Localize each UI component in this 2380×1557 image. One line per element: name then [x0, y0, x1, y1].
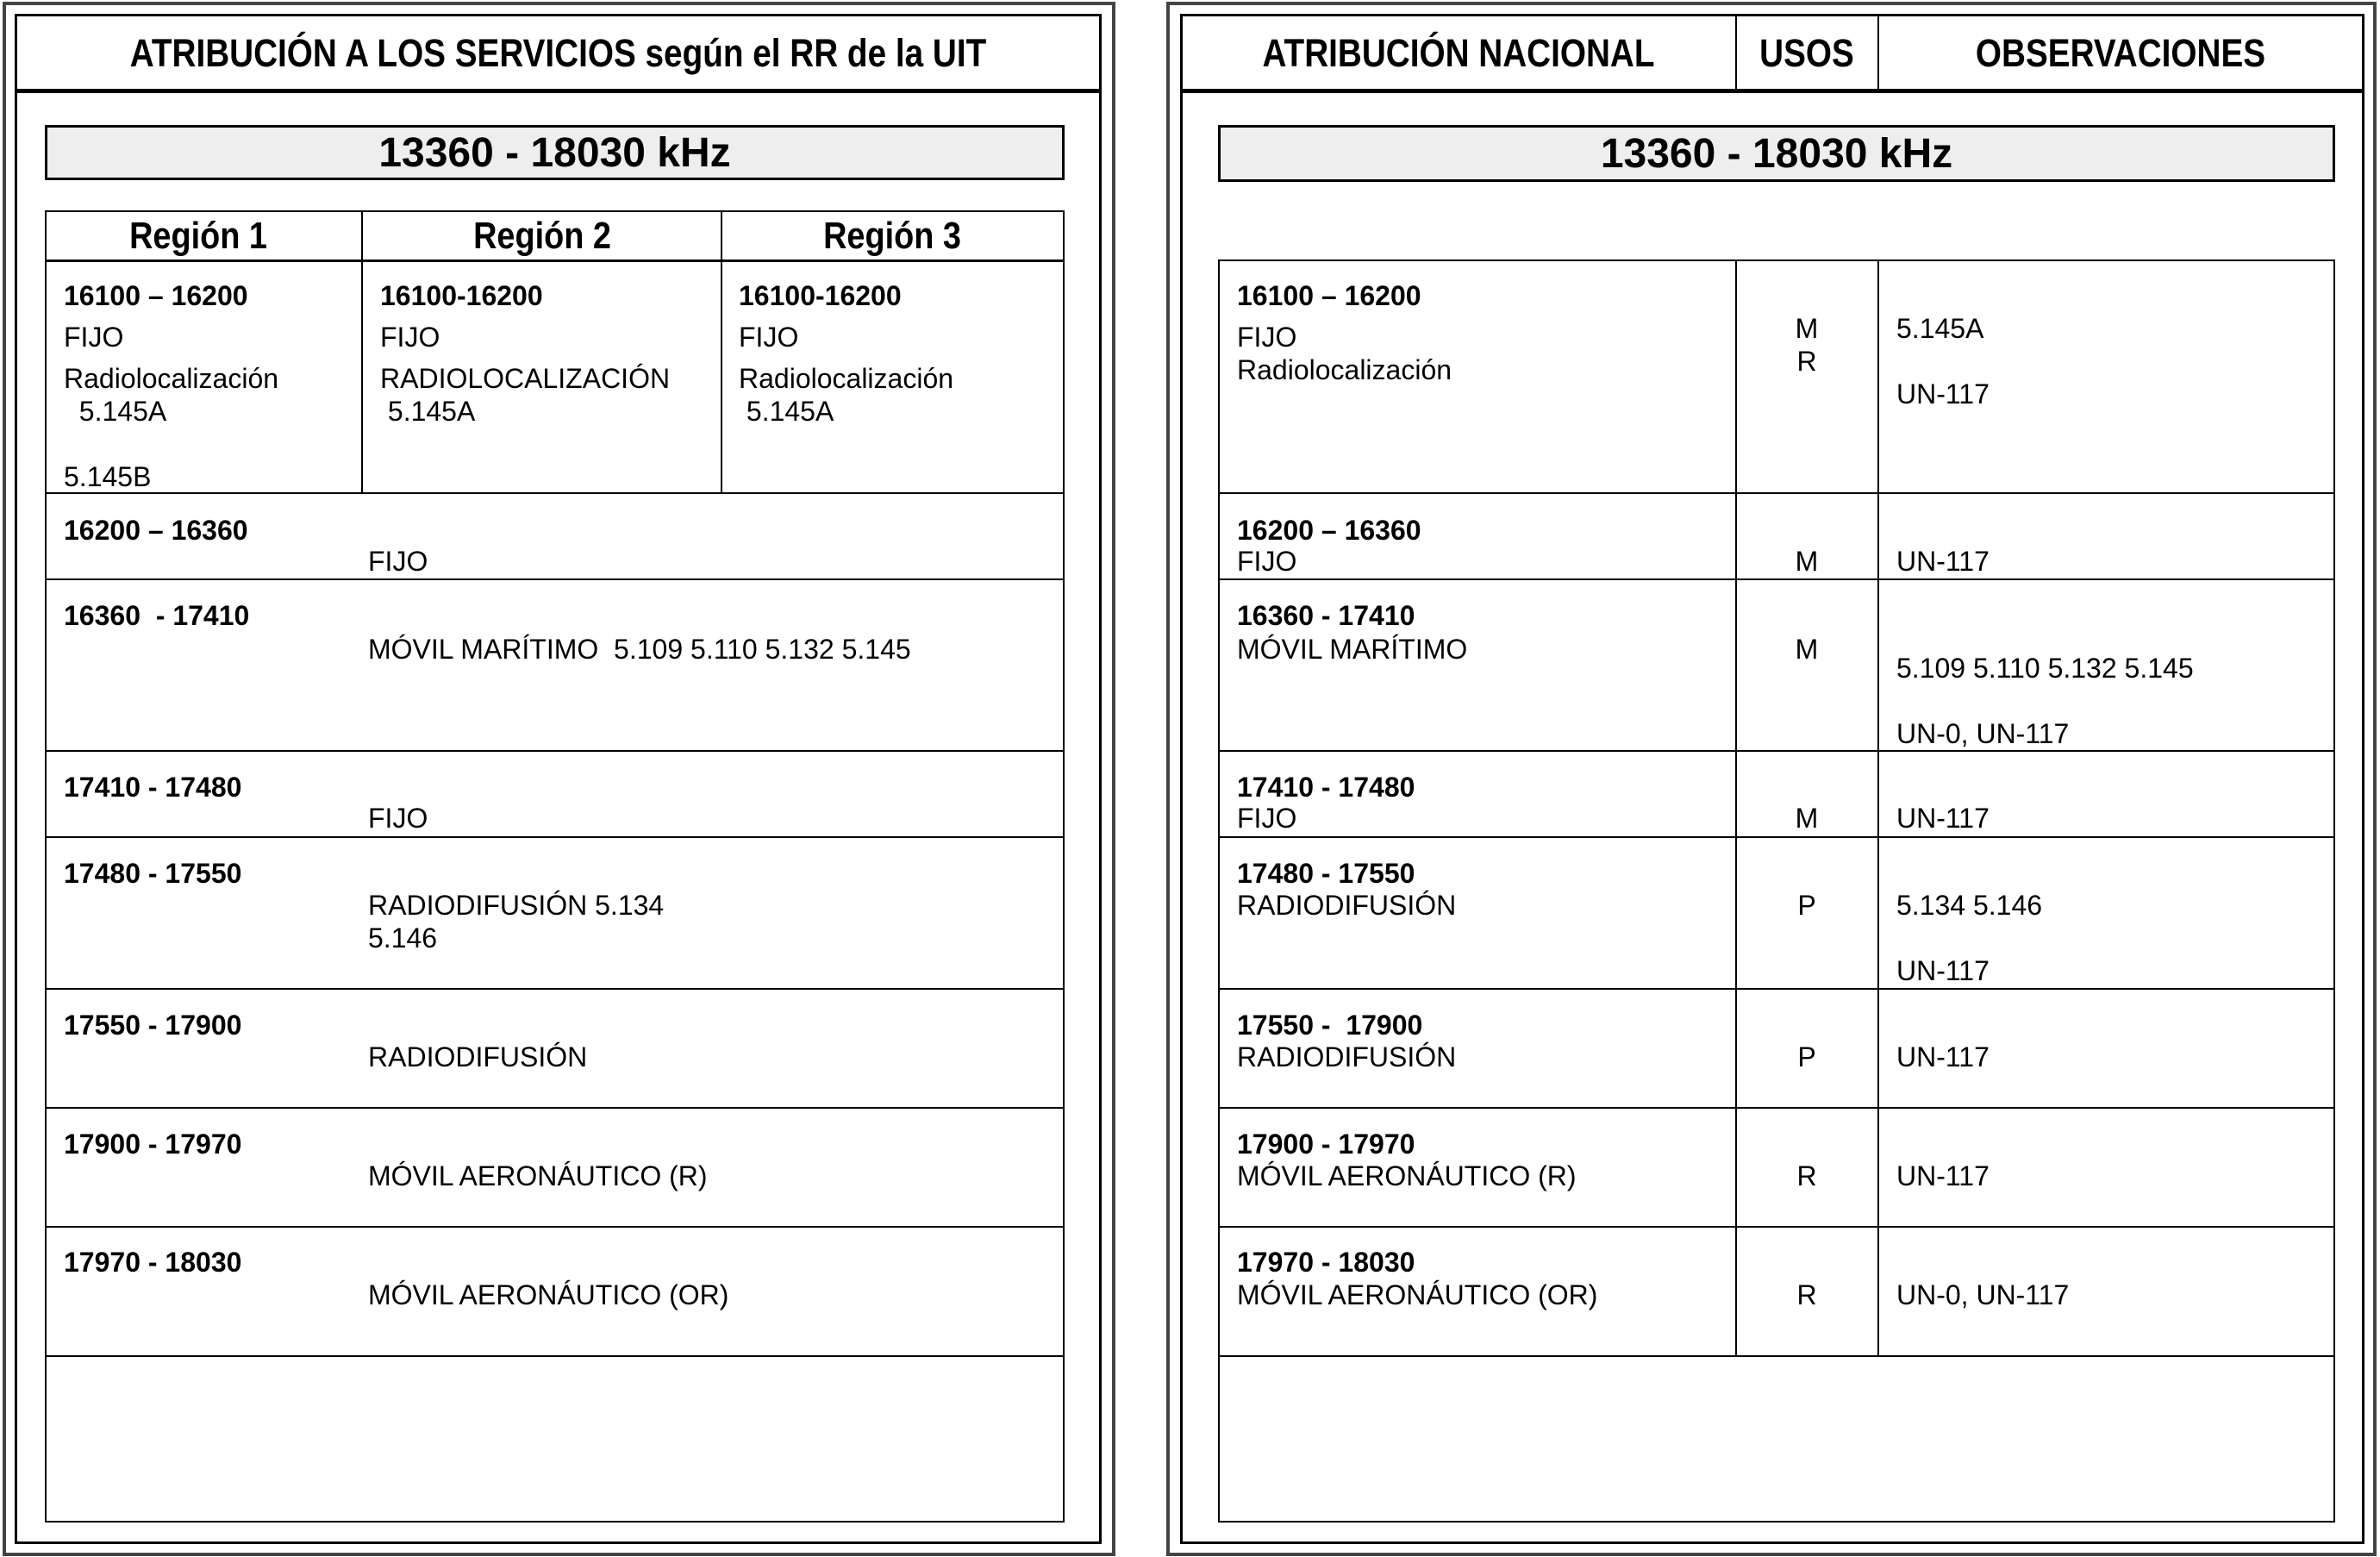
header-atribucion-nacional: ATRIBUCIÓN NACIONAL [1262, 31, 1655, 75]
right-row-obs: 5.145A UN-117 [1896, 313, 1990, 410]
right-row-service: RADIODIFUSIÓN [1237, 890, 1457, 921]
region-2-header: Región 2 [473, 215, 611, 257]
header-observaciones: OBSERVACIONES [1975, 31, 2266, 75]
right-row-range: 16360 - 17410 [1237, 600, 1415, 631]
right-row-range: 17970 - 18030 [1237, 1247, 1415, 1278]
right-row-range: 17900 - 17970 [1237, 1129, 1415, 1160]
left-row-service: MÓVIL MARÍTIMO 5.109 5.110 5.132 5.145 [368, 634, 911, 665]
right-row-range: 16100 – 16200 [1237, 280, 1421, 311]
right-row-service: MÓVIL AERONÁUTICO (R) [1237, 1160, 1577, 1191]
right-row-service: FIJO [1237, 546, 1297, 577]
region3-range: 16100-16200 [739, 280, 902, 311]
right-row-obs: UN-117 [1896, 803, 1990, 834]
region-3-header: Región 3 [823, 215, 961, 257]
left-row-divider [45, 492, 1065, 494]
right-row-divider [1218, 1107, 2335, 1109]
left-row-range: 17900 - 17970 [64, 1129, 242, 1160]
right-row-service: FIJO [1237, 803, 1297, 834]
left-row-range: 17550 - 17900 [64, 1010, 242, 1041]
obs-column-divider [1877, 260, 1879, 1356]
right-row-range: 16200 – 16360 [1237, 515, 1421, 546]
left-row-range: 17410 - 17480 [64, 772, 242, 803]
right-row-obs: UN-117 [1896, 1160, 1990, 1191]
right-row-service: RADIODIFUSIÓN [1237, 1041, 1457, 1072]
left-row-divider [45, 1107, 1065, 1109]
region2-range: 16100-16200 [380, 280, 543, 311]
right-band-label: 13360 - 18030 kHz [1600, 130, 1953, 177]
left-row-range: 16360 - 17410 [64, 600, 250, 631]
right-row-usos: M [1795, 803, 1819, 834]
region1-service-1: FIJO [64, 322, 124, 353]
left-row-range: 17480 - 17550 [64, 858, 242, 889]
right-header-divider-2 [1877, 14, 1879, 91]
right-header-divider-1 [1735, 14, 1737, 91]
right-row-obs: UN-117 [1896, 546, 1990, 577]
right-row-usos: P [1797, 1041, 1816, 1072]
left-header-rule [15, 89, 1102, 93]
left-row-service: RADIODIFUSIÓN [368, 1041, 588, 1072]
left-row-service: RADIODIFUSIÓN 5.134 5.146 [368, 890, 665, 954]
region2-service-2: RADIOLOCALIZACIÓN [380, 363, 671, 394]
right-row-obs: UN-117 [1896, 1041, 1990, 1072]
left-row-range: 17970 - 18030 [64, 1247, 242, 1278]
left-row-divider [45, 578, 1065, 580]
right-row-service: FIJO Radiolocalización [1237, 322, 1452, 385]
left-band-label: 13360 - 18030 kHz [378, 129, 731, 176]
right-row-range: 17410 - 17480 [1237, 772, 1415, 803]
region3-service-1: FIJO [739, 322, 799, 353]
right-row-usos: R [1796, 1160, 1817, 1191]
right-row-usos: R [1796, 1279, 1817, 1310]
region1-service-3: 5.145A [64, 396, 167, 427]
left-row-divider [45, 836, 1065, 838]
right-row-obs: UN-0, UN-117 [1896, 1279, 2070, 1310]
header-usos: USOS [1759, 31, 1854, 75]
region1-footnote: 5.145B [64, 461, 152, 492]
right-row-divider [1218, 578, 2335, 580]
region3-service-3: 5.145A [739, 396, 834, 427]
region-divider-2 [721, 210, 722, 492]
region-divider-1 [361, 210, 363, 492]
right-band-bar [1218, 125, 2335, 182]
region-header-divider [45, 260, 1065, 262]
left-row-divider [45, 1355, 1065, 1357]
right-row-range: 17550 - 17900 [1237, 1010, 1423, 1041]
left-row-divider [45, 1226, 1065, 1228]
region1-service-2: Radiolocalización [64, 363, 279, 394]
left-row-range: 16200 – 16360 [64, 515, 248, 546]
left-header-title: ATRIBUCIÓN A LOS SERVICIOS según el RR de la UIT [129, 31, 987, 75]
right-row-usos: P [1797, 890, 1816, 921]
left-row-divider [45, 988, 1065, 990]
left-row-service: MÓVIL AERONÁUTICO (R) [368, 1160, 708, 1191]
right-row-obs: 5.134 5.146 UN-117 [1896, 890, 2043, 986]
right-row-divider [1218, 750, 2335, 752]
right-header-rule [1180, 89, 2364, 93]
right-row-service: MÓVIL AERONÁUTICO (OR) [1237, 1279, 1598, 1310]
right-row-usos: M [1795, 546, 1819, 577]
right-row-divider [1218, 1226, 2335, 1228]
left-row-service: FIJO [368, 803, 428, 834]
region1-range: 16100 – 16200 [64, 280, 248, 311]
region3-service-2: Radiolocalización [739, 363, 954, 394]
region2-service-1: FIJO [380, 322, 440, 353]
region-1-header: Región 1 [129, 215, 267, 257]
right-row-divider [1218, 988, 2335, 990]
right-row-divider [1218, 836, 2335, 838]
region2-service-3: 5.145A [380, 396, 476, 427]
right-row-usos: M [1795, 634, 1819, 665]
left-row-service: MÓVIL AERONÁUTICO (OR) [368, 1279, 729, 1310]
left-row-service: FIJO [368, 546, 428, 577]
left-band-bar [45, 125, 1065, 180]
right-row-service: MÓVIL MARÍTIMO [1237, 634, 1468, 665]
right-row-range: 17480 - 17550 [1237, 858, 1415, 889]
right-row-usos: M R [1795, 313, 1819, 377]
right-row-divider [1218, 1355, 2335, 1357]
right-row-divider [1218, 492, 2335, 494]
right-row-obs: 5.109 5.110 5.132 5.145 UN-0, UN-117 [1896, 653, 2194, 749]
left-row-divider [45, 750, 1065, 752]
